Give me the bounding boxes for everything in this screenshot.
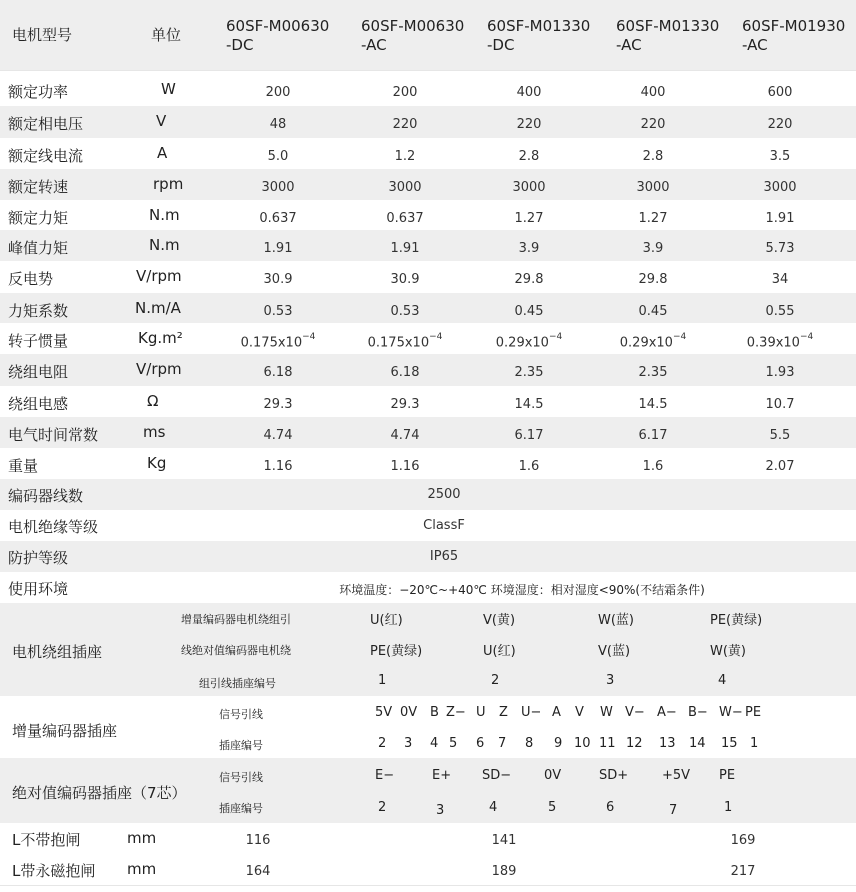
length-unit: mm — [127, 829, 157, 847]
spec-value — [636, 180, 669, 195]
winding-cell: PE(黄绿) — [370, 644, 423, 659]
spec-value — [639, 428, 668, 443]
spec-row — [0, 138, 856, 170]
spec-value — [639, 211, 668, 226]
spec-value-text: 220 — [516, 117, 542, 132]
length-value: 189 — [491, 864, 517, 879]
absolute-signal: +5V — [662, 768, 691, 783]
absolute-pin-number: 3 — [436, 803, 445, 818]
incremental-signal: PE — [745, 705, 762, 720]
header-model-line2: -DC — [487, 36, 515, 54]
incremental-signal: 0V — [400, 705, 418, 720]
spec-value — [766, 211, 795, 226]
spec-value-text: 1.91 — [263, 241, 293, 256]
length-value: 141 — [491, 833, 517, 848]
merged-row-label: 电机绝缘等级 — [8, 518, 99, 536]
winding-cell: V(黄) — [483, 613, 516, 628]
spec-value-text: 1.6 — [518, 459, 540, 474]
spec-value — [391, 397, 420, 412]
absolute-signal: PE — [719, 768, 736, 783]
spec-value-text: 6.18 — [263, 365, 293, 380]
spec-row — [0, 293, 856, 324]
spec-value-text: 30.9 — [390, 272, 420, 287]
spec-label: 绕组电感 — [8, 395, 69, 413]
spec-value — [519, 241, 540, 256]
spec-value — [391, 365, 420, 380]
merged-row-label: 使用环境 — [8, 580, 69, 598]
spec-value — [641, 85, 666, 100]
absolute-signal-label: 信号引线 — [219, 771, 263, 784]
incremental-pin-number: 14 — [689, 736, 706, 751]
spec-value — [620, 334, 686, 350]
header-model-name — [361, 17, 464, 55]
spec-value-text: 34 — [771, 272, 789, 287]
merged-row-label: 编码器线数 — [8, 487, 84, 505]
merged-row — [0, 541, 856, 573]
absolute-pin-number: 7 — [669, 803, 678, 818]
header-row — [0, 0, 856, 71]
incremental-signal-label: 信号引线 — [219, 708, 263, 721]
spec-value-text: 14.5 — [514, 397, 544, 412]
header-model-name — [226, 17, 329, 55]
absolute-signal: E+ — [432, 768, 452, 783]
spec-value — [639, 272, 668, 287]
incremental-pin-number: 6 — [476, 736, 485, 751]
header-model-line1: 60SF-M00630 — [226, 17, 330, 35]
header-model-name — [742, 17, 845, 55]
header-model-name — [487, 17, 590, 55]
spec-value-text: 4.74 — [263, 428, 293, 443]
spec-value-text: 6.18 — [390, 365, 420, 380]
spec-label: 额定功率 — [8, 83, 69, 101]
incremental-pin-number: 13 — [659, 736, 676, 751]
spec-unit: V/rpm — [136, 360, 182, 378]
incremental-signal: A− — [657, 705, 677, 720]
spec-value-text: 29.8 — [638, 272, 668, 287]
spec-unit: W — [161, 80, 176, 98]
spec-label: 额定相电压 — [8, 115, 84, 133]
spec-value-text: 600 — [767, 85, 793, 100]
spec-value — [515, 272, 544, 287]
spec-value-text: 1.91 — [765, 211, 795, 226]
spec-value-text: 2.8 — [642, 149, 664, 164]
spec-value — [766, 397, 795, 412]
spec-value-text: 1.93 — [765, 365, 795, 380]
spec-row — [0, 448, 856, 480]
length-value: 116 — [245, 833, 271, 848]
spec-value-text: 2.07 — [765, 459, 795, 474]
spec-value-text: 2.35 — [514, 365, 544, 380]
header-model-line2: -AC — [742, 36, 768, 54]
spec-value-text: 3000 — [512, 180, 546, 195]
winding-cell: 1 — [378, 673, 387, 688]
spec-value-exponent: −4 — [302, 332, 316, 342]
spec-value-text: 1.27 — [638, 211, 668, 226]
spec-value-text: 3.9 — [642, 241, 664, 256]
spec-value — [519, 459, 540, 474]
spec-value — [264, 397, 293, 412]
spec-value-text: 5.0 — [267, 149, 289, 164]
incremental-signal: W− — [719, 705, 743, 720]
spec-value-text: 400 — [640, 85, 666, 100]
spec-value-text: 1.6 — [642, 459, 664, 474]
spec-unit: Kg.m² — [138, 329, 183, 347]
spec-value-text: 0.55 — [765, 304, 795, 319]
length-value: 217 — [730, 864, 756, 879]
spec-value-text: 3.9 — [518, 241, 540, 256]
spec-value — [763, 180, 796, 195]
incremental-pin-number: 12 — [626, 736, 643, 751]
spec-value — [241, 334, 316, 350]
spec-value-text: 10.7 — [765, 397, 795, 412]
winding-cell: 2 — [491, 673, 500, 688]
spec-value — [768, 85, 793, 100]
winding-cell: U(红) — [370, 613, 403, 628]
spec-value-text: 5.73 — [765, 241, 795, 256]
absolute-pin-number: 5 — [548, 800, 557, 815]
spec-value-text: 29.3 — [390, 397, 420, 412]
spec-row — [0, 261, 856, 294]
merged-row-value: IP65 — [429, 549, 459, 564]
header-model-line2: -AC — [361, 36, 387, 54]
incremental-pin-number: 7 — [498, 736, 507, 751]
incremental-pin-number: 4 — [430, 736, 439, 751]
spec-value — [270, 117, 287, 132]
incremental-pin-number: 8 — [525, 736, 534, 751]
spec-value-text: 200 — [392, 85, 418, 100]
spec-row — [0, 354, 856, 387]
spec-value — [512, 180, 545, 195]
spec-value-text: 0.29x10 — [495, 335, 549, 351]
incremental-signal: B — [430, 705, 439, 720]
spec-value-text: 0.45 — [638, 304, 668, 319]
spec-value — [264, 428, 293, 443]
spec-value — [515, 428, 544, 443]
spec-value-text: 0.45 — [514, 304, 544, 319]
header-model-line1: 60SF-M01330 — [616, 17, 720, 35]
spec-unit: Ω — [147, 392, 159, 410]
winding-cell: U(红) — [483, 644, 516, 659]
absolute-signal: SD− — [482, 768, 512, 783]
header-model-line1: 60SF-M00630 — [361, 17, 465, 35]
spec-value — [515, 304, 544, 319]
winding-cell: W(黄) — [710, 644, 746, 659]
spec-value-exponent: −4 — [548, 332, 563, 342]
merged-row-value: ClassF — [423, 518, 465, 533]
spec-value — [770, 149, 791, 164]
absolute-pin-number: 6 — [606, 800, 615, 815]
spec-row — [0, 230, 856, 262]
header-model-line1: 60SF-M01930 — [742, 17, 846, 35]
incremental-encoder-row — [0, 696, 856, 759]
incremental-signal: V — [575, 705, 584, 720]
length-row — [0, 823, 856, 855]
absolute-pin-number: 1 — [724, 800, 733, 815]
spec-value-text: 220 — [640, 117, 666, 132]
spec-value — [766, 241, 795, 256]
spec-value — [766, 304, 795, 319]
spec-unit: V/rpm — [136, 267, 182, 285]
spec-value-text: 30.9 — [263, 272, 293, 287]
incremental-pin-label: 插座编号 — [219, 739, 263, 752]
incremental-signal: Z — [499, 705, 508, 720]
spec-value — [639, 365, 668, 380]
winding-sub-label: 增量编码器电机绕组引 — [181, 613, 291, 626]
incremental-pin-number: 15 — [721, 736, 738, 751]
spec-value — [391, 459, 420, 474]
absolute-encoder-label: 绝对值编码器插座（7芯） — [12, 784, 187, 802]
spec-value-text: 0.29x10 — [619, 335, 673, 351]
spec-row — [0, 200, 856, 231]
merged-row-value: 2500 — [427, 487, 461, 502]
header-unit-label: 单位 — [151, 26, 182, 44]
winding-connector-row — [0, 603, 856, 697]
spec-unit: A — [157, 144, 168, 162]
spec-value-text: 1.27 — [514, 211, 544, 226]
incremental-pin-number: 9 — [554, 736, 563, 751]
spec-value — [388, 180, 421, 195]
spec-value — [391, 272, 420, 287]
length-unit: mm — [127, 860, 157, 878]
spec-value — [266, 85, 291, 100]
spec-value-text: 0.39x10 — [746, 335, 800, 351]
spec-value-text: 14.5 — [638, 397, 668, 412]
spec-value — [639, 397, 668, 412]
header-model-name — [616, 17, 719, 55]
spec-value-text: 1.16 — [263, 459, 293, 474]
spec-row — [0, 169, 856, 201]
spec-label: 转子惯量 — [8, 332, 69, 350]
spec-value — [639, 304, 668, 319]
spec-value-text: 0.637 — [259, 211, 297, 226]
spec-row — [0, 417, 856, 449]
spec-value-text: 220 — [392, 117, 418, 132]
spec-value — [643, 459, 664, 474]
spec-unit: V — [156, 112, 167, 130]
spec-unit: Kg — [147, 454, 167, 472]
spec-value — [264, 304, 293, 319]
spec-value — [515, 211, 544, 226]
absolute-signal: SD+ — [599, 768, 629, 783]
spec-value — [261, 180, 294, 195]
spec-label: 绕组电阻 — [8, 363, 69, 381]
spec-value-text: 29.8 — [514, 272, 544, 287]
spec-value-text: 3.5 — [769, 149, 791, 164]
absolute-pin-label: 插座编号 — [219, 802, 263, 815]
spec-value-text: 29.3 — [263, 397, 293, 412]
spec-value-text: 2.8 — [518, 149, 540, 164]
spec-value-text: 5.5 — [769, 428, 791, 443]
absolute-signal: 0V — [544, 768, 562, 783]
incremental-signal: U — [476, 705, 486, 720]
spec-value — [264, 459, 293, 474]
spec-value — [766, 365, 795, 380]
spec-value — [393, 85, 418, 100]
spec-unit: N.m — [149, 236, 180, 254]
winding-sub-label: 线绝对值编码器电机绕 — [181, 644, 291, 657]
spec-label: 电气时间常数 — [8, 426, 99, 444]
absolute-encoder-row — [0, 758, 856, 824]
incremental-pin-number: 2 — [378, 736, 387, 751]
spec-value-text: 200 — [265, 85, 291, 100]
spec-value-text: 0.53 — [263, 304, 293, 319]
header-model-line2: -DC — [226, 36, 254, 54]
spec-value-text: 0.637 — [386, 211, 424, 226]
spec-value — [772, 272, 789, 287]
header-model-line2: -AC — [616, 36, 642, 54]
spec-value — [393, 117, 418, 132]
spec-value-text: 6.17 — [638, 428, 668, 443]
spec-value — [264, 241, 293, 256]
spec-value-exponent: −4 — [672, 332, 687, 342]
spec-value — [264, 365, 293, 380]
spec-value — [264, 272, 293, 287]
spec-value — [747, 334, 813, 350]
header-model-label: 电机型号 — [12, 26, 73, 44]
incremental-signal: A — [552, 705, 561, 720]
length-label: L不带抱闸 — [12, 831, 81, 849]
spec-label: 重量 — [8, 457, 39, 475]
header-model-line1: 60SF-M01330 — [487, 17, 591, 35]
spec-unit: rpm — [153, 175, 184, 193]
spec-value — [517, 85, 542, 100]
spec-value-text: 220 — [767, 117, 793, 132]
spec-value-text: 3000 — [388, 180, 422, 195]
spec-value — [515, 397, 544, 412]
spec-value — [391, 304, 420, 319]
spec-label: 力矩系数 — [8, 302, 69, 320]
incremental-encoder-label: 增量编码器插座 — [12, 722, 118, 740]
spec-value-text: 3000 — [636, 180, 670, 195]
spec-value — [395, 149, 416, 164]
winding-cell: W(蓝) — [598, 613, 634, 628]
spec-value — [268, 149, 289, 164]
spec-value-exponent: −4 — [429, 332, 443, 342]
spec-value-text: 2.35 — [638, 365, 668, 380]
incremental-pin-number: 3 — [404, 736, 413, 751]
incremental-signal: B− — [688, 705, 708, 720]
spec-value — [391, 241, 420, 256]
incremental-pin-number: 10 — [574, 736, 591, 751]
winding-connector-label: 电机绕组插座 — [12, 643, 103, 661]
merged-row-value: 环境温度：−20℃~+40℃ 环境湿度：相对湿度<90%(不结霜条件) — [339, 583, 705, 597]
spec-value-text: 3000 — [763, 180, 797, 195]
spec-value-text: 1.16 — [390, 459, 420, 474]
incremental-pin-number: 11 — [599, 736, 616, 751]
spec-value — [641, 117, 666, 132]
spec-label: 峰值力矩 — [8, 239, 69, 257]
spec-unit: ms — [143, 423, 166, 441]
spec-value — [496, 334, 562, 350]
merged-row — [0, 479, 856, 511]
length-value: 164 — [245, 864, 271, 879]
incremental-signal: V− — [625, 705, 645, 720]
spec-value-text: 48 — [269, 117, 287, 132]
spec-row — [0, 386, 856, 418]
spec-value-text: 0.175x10 — [367, 335, 430, 351]
spec-value — [768, 117, 793, 132]
spec-row — [0, 106, 856, 139]
spec-row — [0, 323, 856, 355]
length-value: 169 — [730, 833, 756, 848]
merged-row — [0, 572, 856, 604]
spec-value — [259, 211, 296, 226]
spec-label: 反电势 — [8, 270, 54, 288]
winding-cell: 4 — [718, 673, 727, 688]
spec-value-text: 4.74 — [390, 428, 420, 443]
spec-label: 额定线电流 — [8, 147, 84, 165]
spec-value — [391, 428, 420, 443]
absolute-pin-number: 4 — [489, 800, 498, 815]
merged-row-label: 防护等级 — [8, 549, 69, 567]
incremental-signal: 5V — [375, 705, 393, 720]
spec-value — [770, 428, 791, 443]
spec-value-text: 0.53 — [390, 304, 420, 319]
absolute-signal: E− — [375, 768, 395, 783]
incremental-pin-number: 5 — [449, 736, 458, 751]
absolute-pin-number: 2 — [378, 800, 387, 815]
incremental-signal: W — [600, 705, 613, 720]
spec-value — [517, 117, 542, 132]
spec-value — [386, 211, 423, 226]
incremental-signal: U− — [521, 705, 542, 720]
incremental-signal: Z− — [446, 705, 466, 720]
spec-value-text: 1.91 — [390, 241, 420, 256]
spec-value-text: 0.175x10 — [240, 335, 303, 351]
spec-unit: N.m — [149, 206, 180, 224]
winding-cell: V(蓝) — [598, 644, 631, 659]
spec-value — [643, 149, 664, 164]
length-row — [0, 854, 856, 886]
spec-value — [515, 365, 544, 380]
spec-value-exponent: −4 — [799, 332, 814, 342]
spec-label: 额定力矩 — [8, 209, 69, 227]
winding-cell: 3 — [606, 673, 615, 688]
spec-value — [368, 334, 443, 350]
spec-value-text: 1.2 — [394, 149, 416, 164]
spec-value — [519, 149, 540, 164]
spec-value-text: 3000 — [261, 180, 295, 195]
spec-value-text: 400 — [516, 85, 542, 100]
winding-cell: PE(黄绿) — [710, 613, 763, 628]
incremental-pin-number: 1 — [750, 736, 759, 751]
winding-sub-label: 组引线插座编号 — [199, 677, 276, 690]
spec-unit: N.m/A — [135, 299, 181, 317]
spec-row — [0, 74, 856, 107]
spec-label: 额定转速 — [8, 178, 69, 196]
length-label: L带永磁抱闸 — [12, 862, 96, 880]
merged-row — [0, 510, 856, 542]
spec-value — [643, 241, 664, 256]
spec-value-text: 6.17 — [514, 428, 544, 443]
spec-value — [766, 459, 795, 474]
